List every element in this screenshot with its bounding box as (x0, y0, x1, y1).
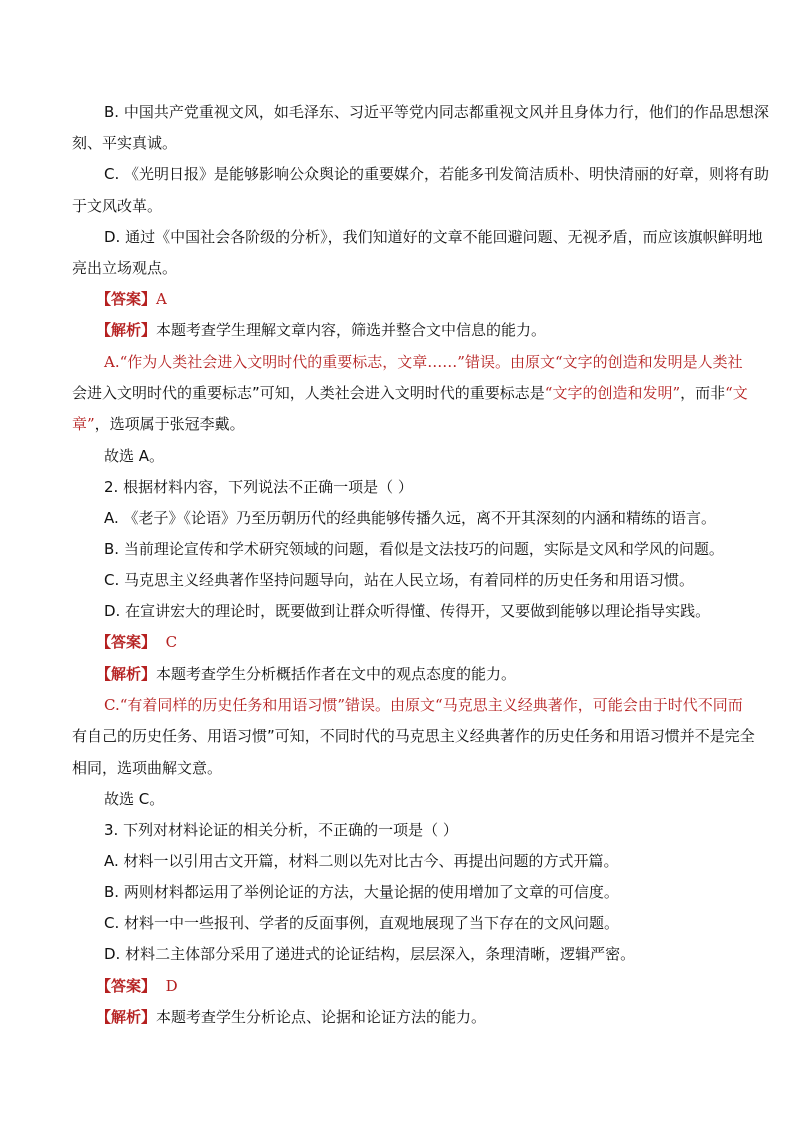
q2-stem: 2. 根据材料内容，下列说法不正确一项是（ ） (104, 478, 413, 496)
answer-tag: 【答案】 (96, 977, 157, 995)
answer-tag: 【答案】 (96, 633, 157, 651)
q3-option-d: D. 材料二主体部分采用了递进式的论证结构，层层深入，条理清晰，逻辑严密。 (104, 945, 636, 963)
q1-option-d-line2: 亮出立场观点。 (72, 259, 178, 277)
q2-option-b: B. 当前理论宣传和学术研究领域的问题，看似是文法技巧的问题，实际是文风和学风的问题。 (104, 540, 724, 558)
q2-detail-line3: 相同，选项曲解文意。 (72, 759, 223, 777)
analysis-tag: 【解析】 (96, 665, 157, 683)
q1-option-d-line1: D. 通过《中国社会各阶级的分析》，我们知道好的文章不能回避问题、无视矛盾，而应该旗帜鲜明地 (104, 228, 763, 246)
analysis-tag: 【解析】 (96, 321, 157, 339)
q1-option-b-line1: B. 中国共产党重视文风，如毛泽东、习近平等党内同志都重视文风并且身体力行，他们的作品思想深 (104, 103, 769, 121)
analysis-tag: 【解析】 (96, 1008, 157, 1026)
q1-option-c-line1: C. 《光明日报》是能够影响公众舆论的重要媒介，若能多刊发简洁质朴、明快清丽的好章，则将有助 (104, 165, 770, 183)
q2-detail-line2: 有自己的历史任务、用语习惯”可知，不同时代的马克思主义经典著作的历史任务和用语习惯并不是完全 (72, 727, 755, 745)
detail-segment: ，选项属于张冠李戴。 (94, 415, 245, 433)
q2-option-d: D. 在宣讲宏大的理论时，既要做到让群众听得懂、传得开，又要做到能够以理论指导实践。 (104, 602, 711, 620)
q1-conclusion: 故选 A。 (104, 447, 165, 465)
q3-analysis-row (96, 1007, 486, 1027)
q1-option-b-line2: 刻、平实真诚。 (72, 134, 178, 152)
q2-conclusion: 故选 C。 (104, 790, 165, 808)
q2-option-c: C. 马克思主义经典著作坚持问题导向，站在人民立场，有着同样的历史任务和用语习惯。 (104, 571, 695, 589)
q1-answer-row (96, 289, 167, 309)
q2-option-a: A. 《老子》《论语》乃至历朝历代的经典能够传播久远，离不开其深刻的内涵和精练的语言。 (104, 509, 717, 527)
answer-value: D (165, 977, 178, 995)
detail-highlight: “文 (725, 384, 748, 402)
q3-option-a: A. 材料一以引用古文开篇，材料二则以先对比古今、再提出问题的方式开篇。 (104, 852, 619, 870)
detail-segment: 会进入文明时代的重要标志”可知，人类社会进入文明时代的重要标志是 (72, 384, 545, 402)
q3-option-c: C. 材料一中一些报刊、学者的反面事例，直观地展现了当下存在的文风问题。 (104, 914, 620, 932)
q2-analysis-row (96, 664, 516, 684)
q2-detail-line1: C.“有着同样的历史任务和用语习惯”错误。由原文“马克思主义经典著作，可能会由于时代不同而 (104, 696, 743, 714)
q1-analysis-row (96, 320, 546, 340)
q3-option-b: B. 两则材料都运用了举例论证的方法，大量论据的使用增加了文章的可信度。 (104, 883, 619, 901)
q3-stem: 3. 下列对材料论证的相关分析，不正确的一项是（ ） (104, 821, 458, 839)
answer-tag: 【答案】 (96, 290, 157, 308)
q2-answer-row (96, 632, 177, 652)
analysis-text: 本题考查学生分析概括作者在文中的观点态度的能力。 (156, 665, 517, 683)
analysis-text: 本题考查学生分析论点、论据和论证方法的能力。 (156, 1008, 487, 1026)
answer-value: C (165, 633, 178, 651)
q3-answer-row (96, 976, 178, 996)
detail-segment: ，而非 (680, 384, 726, 402)
answer-value: A (156, 290, 167, 308)
q1-detail-line3 (72, 414, 245, 434)
detail-highlight: 章” (72, 415, 95, 433)
analysis-text: 本题考查学生理解文章内容，筛选并整合文中信息的能力。 (156, 321, 547, 339)
q1-option-c-line2: 于文风改革。 (72, 197, 163, 215)
q1-detail-line1: A.“作为人类社会进入文明时代的重要标志，文章……”错误。由原文“文字的创造和发明是人类社 (104, 353, 743, 371)
detail-highlight: “文字的创造和发明” (544, 384, 681, 402)
q1-detail-line2 (72, 383, 748, 403)
